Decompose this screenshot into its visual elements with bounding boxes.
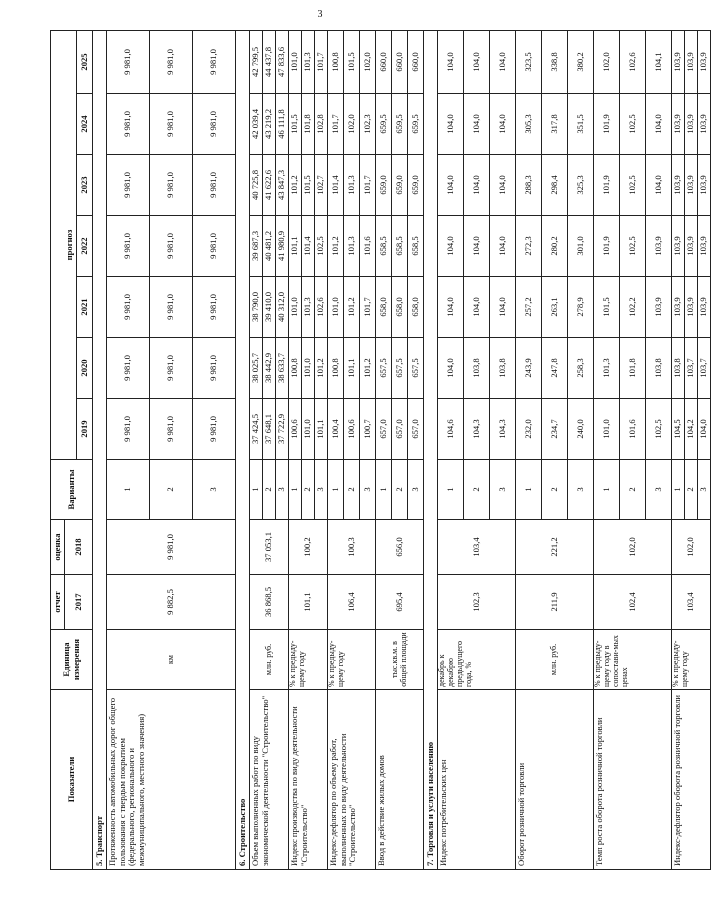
value-cell: 301,0	[568, 216, 594, 277]
value-cell: 101,7	[315, 31, 328, 94]
section-title: 6. Строительство	[236, 31, 250, 870]
value-cell: 101,0	[289, 31, 302, 94]
variant-number: 3	[490, 460, 516, 520]
value-cell: 104,0	[646, 155, 672, 216]
value-cell: 258,3	[568, 338, 594, 399]
value-cell: 657,0	[408, 399, 424, 460]
value-cell: 102,2	[620, 277, 646, 338]
value-cell: 40 725,8	[250, 155, 263, 216]
value-cell: 103,9	[698, 94, 711, 155]
value-cell: 101,2	[328, 216, 344, 277]
report-value: 102,4	[594, 575, 672, 630]
value-cell: 9 981,0	[193, 216, 236, 277]
indicator-name: Индекс-дефлятор оборота розничной торговли	[672, 690, 711, 870]
variant-number: 3	[193, 460, 236, 520]
variant-number: 1	[289, 460, 302, 520]
value-cell: 9 981,0	[193, 277, 236, 338]
value-cell: 298,4	[542, 155, 568, 216]
variant-number: 1	[438, 460, 464, 520]
value-cell: 103,7	[685, 338, 698, 399]
value-cell: 659,5	[392, 94, 408, 155]
value-cell: 102,0	[344, 94, 360, 155]
table-row	[107, 31, 150, 870]
value-cell: 102,5	[620, 94, 646, 155]
variant-number: 2	[542, 460, 568, 520]
value-cell: 104,0	[490, 155, 516, 216]
value-cell: 102,6	[620, 31, 646, 94]
variant-number: 3	[276, 460, 289, 520]
header-year: 2020	[77, 338, 93, 399]
page-number: 3	[317, 9, 323, 20]
variant-number: 3	[568, 460, 594, 520]
value-cell: 41 980,9	[276, 216, 289, 277]
value-cell: 104,0	[464, 277, 490, 338]
value-cell: 9 981,0	[107, 94, 150, 155]
value-cell: 103,9	[685, 277, 698, 338]
value-cell: 9 981,0	[150, 399, 193, 460]
value-cell: 103,9	[672, 277, 685, 338]
value-cell: 101,2	[360, 338, 376, 399]
variant-number: 1	[250, 460, 263, 520]
estimate-value: 100,2	[289, 520, 328, 575]
report-value: 101,1	[289, 575, 328, 630]
value-cell: 101,7	[360, 155, 376, 216]
value-cell: 103,9	[698, 31, 711, 94]
header-estimate: оценка	[51, 520, 65, 575]
value-cell: 103,8	[490, 338, 516, 399]
unit-cell: км	[107, 630, 236, 690]
variant-number: 2	[344, 460, 360, 520]
value-cell: 104,0	[438, 94, 464, 155]
estimate-value: 656,0	[376, 520, 424, 575]
value-cell: 104,0	[464, 216, 490, 277]
indicator-name: Индекс-дефлятор по объему работ, выполненных по виду деятельности "Строительство"	[328, 690, 376, 870]
value-cell: 660,0	[392, 31, 408, 94]
value-cell: 240,0	[568, 399, 594, 460]
value-cell: 43 847,3	[276, 155, 289, 216]
unit-cell: % к предыду-щему году в сопостави-мых ценах	[594, 630, 672, 690]
value-cell: 103,9	[685, 31, 698, 94]
value-cell: 101,0	[289, 277, 302, 338]
value-cell: 104,0	[464, 31, 490, 94]
value-cell: 380,2	[568, 31, 594, 94]
value-cell: 234,7	[542, 399, 568, 460]
unit-cell: % к предыду-щему году	[328, 630, 376, 690]
value-cell: 100,6	[289, 399, 302, 460]
value-cell: 351,5	[568, 94, 594, 155]
value-cell: 278,9	[568, 277, 594, 338]
value-cell: 657,5	[408, 338, 424, 399]
value-cell: 657,5	[376, 338, 392, 399]
value-cell: 263,1	[542, 277, 568, 338]
value-cell: 101,4	[328, 155, 344, 216]
value-cell: 101,7	[328, 94, 344, 155]
value-cell: 103,9	[672, 216, 685, 277]
value-cell: 103,7	[698, 338, 711, 399]
value-cell: 103,9	[672, 31, 685, 94]
value-cell: 257,2	[516, 277, 542, 338]
variant-number: 2	[685, 460, 698, 520]
header-year: 2021	[77, 277, 93, 338]
value-cell: 9 981,0	[150, 216, 193, 277]
value-cell: 657,0	[392, 399, 408, 460]
value-cell: 101,3	[302, 277, 315, 338]
value-cell: 9 981,0	[150, 155, 193, 216]
value-cell: 40 312,0	[276, 277, 289, 338]
value-cell: 338,8	[542, 31, 568, 94]
value-cell: 101,2	[344, 277, 360, 338]
value-cell: 9 981,0	[193, 155, 236, 216]
value-cell: 101,5	[302, 155, 315, 216]
value-cell: 103,9	[646, 216, 672, 277]
unit-cell: млн. руб.	[250, 630, 289, 690]
table-row	[516, 31, 542, 870]
header-year: 2024	[77, 94, 93, 155]
value-cell: 101,0	[302, 338, 315, 399]
value-cell: 101,0	[594, 399, 620, 460]
value-cell: 9 981,0	[107, 338, 150, 399]
value-cell: 42 039,4	[250, 94, 263, 155]
table-row	[289, 31, 302, 870]
value-cell: 39 687,3	[250, 216, 263, 277]
value-cell: 104,2	[685, 399, 698, 460]
estimate-value: 9 981,0	[107, 520, 236, 575]
value-cell: 46 111,8	[276, 94, 289, 155]
value-cell: 9 981,0	[150, 94, 193, 155]
value-cell: 101,1	[315, 399, 328, 460]
unit-cell: декабрь к декабрю предыдущего года, %	[438, 630, 516, 690]
variant-number: 1	[594, 460, 620, 520]
value-cell: 102,6	[315, 277, 328, 338]
value-cell: 9 981,0	[107, 216, 150, 277]
value-cell: 101,5	[289, 94, 302, 155]
header-report-year: 2017	[65, 575, 93, 630]
value-cell: 101,4	[302, 216, 315, 277]
value-cell: 104,0	[490, 94, 516, 155]
value-cell: 101,0	[302, 399, 315, 460]
value-cell: 103,9	[672, 94, 685, 155]
table-row	[376, 31, 392, 870]
value-cell: 103,9	[685, 216, 698, 277]
variant-number: 2	[150, 460, 193, 520]
value-cell: 102,7	[315, 155, 328, 216]
value-cell: 657,0	[376, 399, 392, 460]
indicator-name: Оборот розничной торговли	[516, 690, 594, 870]
value-cell: 101,3	[302, 31, 315, 94]
report-value: 695,4	[376, 575, 424, 630]
value-cell: 100,6	[344, 399, 360, 460]
value-cell: 102,5	[620, 155, 646, 216]
value-cell: 101,8	[620, 338, 646, 399]
header-forecast: прогноз	[65, 31, 77, 460]
value-cell: 659,5	[408, 94, 424, 155]
value-cell: 104,0	[490, 31, 516, 94]
value-cell: 104,0	[646, 94, 672, 155]
variant-number: 2	[263, 460, 276, 520]
header-year: 2019	[77, 399, 93, 460]
value-cell: 104,0	[464, 94, 490, 155]
value-cell: 103,9	[698, 277, 711, 338]
header-indicator: Показатели	[51, 690, 93, 870]
value-cell: 659,0	[408, 155, 424, 216]
value-cell: 102,0	[360, 31, 376, 94]
value-cell: 102,3	[360, 94, 376, 155]
value-cell: 323,5	[516, 31, 542, 94]
value-cell: 280,2	[542, 216, 568, 277]
value-cell: 102,8	[315, 94, 328, 155]
indicator-name: Темп роста оборота розничной торговли	[594, 690, 672, 870]
table-row	[672, 31, 685, 870]
value-cell: 9 981,0	[107, 399, 150, 460]
value-cell: 101,6	[620, 399, 646, 460]
variant-number: 1	[328, 460, 344, 520]
variant-number: 2	[464, 460, 490, 520]
value-cell: 104,0	[438, 338, 464, 399]
indicator-name: Индекс потребительских цен	[438, 690, 516, 870]
header-year: 2023	[77, 155, 93, 216]
forecast-table	[50, 30, 711, 870]
estimate-value: 100,3	[328, 520, 376, 575]
variant-number: 3	[360, 460, 376, 520]
value-cell: 9 981,0	[107, 31, 150, 94]
value-cell: 103,9	[698, 155, 711, 216]
value-cell: 38 633,7	[276, 338, 289, 399]
value-cell: 317,8	[542, 94, 568, 155]
section-title: 7. Торговля и услуги населению	[424, 31, 438, 870]
value-cell: 660,0	[408, 31, 424, 94]
variant-number: 1	[516, 460, 542, 520]
value-cell: 658,5	[392, 216, 408, 277]
value-cell: 104,0	[438, 277, 464, 338]
value-cell: 9 981,0	[150, 31, 193, 94]
report-value: 106,4	[328, 575, 376, 630]
header-report: отчет	[51, 575, 65, 630]
estimate-value: 102,0	[594, 520, 672, 575]
value-cell: 47 833,6	[276, 31, 289, 94]
value-cell: 9 981,0	[193, 94, 236, 155]
indicator-name: Ввод в действие жилых домов	[376, 690, 424, 870]
unit-cell: млн. руб.	[516, 630, 594, 690]
value-cell: 104,0	[438, 31, 464, 94]
value-cell: 9 981,0	[193, 399, 236, 460]
value-cell: 40 481,2	[263, 216, 276, 277]
value-cell: 101,9	[594, 94, 620, 155]
value-cell: 101,3	[594, 338, 620, 399]
unit-cell: % к предыду-щему году	[672, 630, 711, 690]
value-cell: 102,5	[620, 216, 646, 277]
value-cell: 104,1	[646, 31, 672, 94]
value-cell: 103,9	[685, 155, 698, 216]
header-estimate-year: 2018	[65, 520, 93, 575]
value-cell: 104,6	[438, 399, 464, 460]
value-cell: 101,5	[344, 31, 360, 94]
report-value: 9 882,5	[107, 575, 236, 630]
value-cell: 102,5	[646, 399, 672, 460]
value-cell: 104,0	[490, 277, 516, 338]
value-cell: 104,3	[464, 399, 490, 460]
value-cell: 39 410,0	[263, 277, 276, 338]
value-cell: 658,0	[392, 277, 408, 338]
header-year: 2025	[77, 31, 93, 94]
report-value: 211,9	[516, 575, 594, 630]
value-cell: 37 424,5	[250, 399, 263, 460]
value-cell: 325,3	[568, 155, 594, 216]
value-cell: 288,3	[516, 155, 542, 216]
value-cell: 101,1	[344, 338, 360, 399]
value-cell: 658,5	[408, 216, 424, 277]
header-variants: Варианты	[51, 460, 93, 520]
unit-cell: % к предыду-щему году	[289, 630, 328, 690]
value-cell: 243,9	[516, 338, 542, 399]
indicator-name: Протяженность автомобильных дорог общего пользования с твердым покрытием (федерального, регионального и межмуниципального, местного значения)	[107, 690, 236, 870]
value-cell: 9 981,0	[193, 31, 236, 94]
value-cell: 9 981,0	[150, 277, 193, 338]
value-cell: 103,9	[646, 277, 672, 338]
value-cell: 101,0	[328, 277, 344, 338]
variant-number: 2	[392, 460, 408, 520]
value-cell: 38 790,0	[250, 277, 263, 338]
variant-number: 3	[408, 460, 424, 520]
value-cell: 104,0	[698, 399, 711, 460]
value-cell: 43 219,2	[263, 94, 276, 155]
value-cell: 104,0	[438, 155, 464, 216]
value-cell: 100,8	[328, 31, 344, 94]
value-cell: 37 648,1	[263, 399, 276, 460]
report-value: 102,3	[438, 575, 516, 630]
value-cell: 101,5	[594, 277, 620, 338]
variant-number: 2	[302, 460, 315, 520]
value-cell: 100,7	[360, 399, 376, 460]
value-cell: 660,0	[376, 31, 392, 94]
value-cell: 101,7	[360, 277, 376, 338]
value-cell: 102,5	[315, 216, 328, 277]
value-cell: 101,3	[344, 155, 360, 216]
variant-number: 2	[620, 460, 646, 520]
value-cell: 9 981,0	[107, 155, 150, 216]
variant-number: 3	[698, 460, 711, 520]
header-year: 2022	[77, 216, 93, 277]
value-cell: 103,8	[646, 338, 672, 399]
value-cell: 100,4	[328, 399, 344, 460]
value-cell: 659,0	[376, 155, 392, 216]
value-cell: 103,9	[698, 216, 711, 277]
value-cell: 104,0	[438, 216, 464, 277]
value-cell: 658,5	[376, 216, 392, 277]
indicator-name: Объем выполненных работ по виду экономической деятельности "Строительство"	[250, 690, 289, 870]
value-cell: 101,3	[344, 216, 360, 277]
value-cell: 101,2	[315, 338, 328, 399]
value-cell: 272,3	[516, 216, 542, 277]
value-cell: 102,0	[594, 31, 620, 94]
value-cell: 38 442,9	[263, 338, 276, 399]
variant-number: 1	[672, 460, 685, 520]
value-cell: 103,8	[464, 338, 490, 399]
section-title: 5. Транспорт	[93, 31, 107, 870]
value-cell: 659,0	[392, 155, 408, 216]
value-cell: 657,5	[392, 338, 408, 399]
table-row	[250, 31, 263, 870]
table-row	[594, 31, 620, 870]
value-cell: 247,8	[542, 338, 568, 399]
value-cell: 38 025,7	[250, 338, 263, 399]
variant-number: 3	[315, 460, 328, 520]
value-cell: 42 799,5	[250, 31, 263, 94]
variant-number: 1	[376, 460, 392, 520]
value-cell: 100,8	[289, 338, 302, 399]
value-cell: 104,5	[672, 399, 685, 460]
value-cell: 659,5	[376, 94, 392, 155]
value-cell: 101,9	[594, 216, 620, 277]
value-cell: 103,8	[672, 338, 685, 399]
value-cell: 103,9	[672, 155, 685, 216]
value-cell: 658,0	[376, 277, 392, 338]
estimate-value: 102,0	[672, 520, 711, 575]
value-cell: 9 981,0	[107, 277, 150, 338]
table-row	[328, 31, 344, 870]
value-cell: 41 622,6	[263, 155, 276, 216]
unit-cell: тыс.кв.м. в общей площади	[376, 630, 424, 690]
value-cell: 101,1	[289, 216, 302, 277]
report-value: 36 868,5	[250, 575, 289, 630]
value-cell: 9 981,0	[150, 338, 193, 399]
value-cell: 104,3	[490, 399, 516, 460]
value-cell: 101,8	[302, 94, 315, 155]
value-cell: 104,0	[464, 155, 490, 216]
value-cell: 658,0	[408, 277, 424, 338]
report-value: 103,4	[672, 575, 711, 630]
value-cell: 37 722,9	[276, 399, 289, 460]
value-cell: 44 437,8	[263, 31, 276, 94]
value-cell: 305,3	[516, 94, 542, 155]
value-cell: 100,8	[328, 338, 344, 399]
value-cell: 101,6	[360, 216, 376, 277]
value-cell: 9 981,0	[193, 338, 236, 399]
value-cell: 101,9	[594, 155, 620, 216]
estimate-value: 221,2	[516, 520, 594, 575]
header-unit: Единица измерения	[51, 630, 93, 690]
value-cell: 232,0	[516, 399, 542, 460]
estimate-value: 103,4	[438, 520, 516, 575]
variant-number: 3	[646, 460, 672, 520]
table-row	[438, 31, 464, 870]
rotated-table-wrapper	[50, 30, 709, 870]
variant-number: 1	[107, 460, 150, 520]
value-cell: 101,2	[289, 155, 302, 216]
indicator-name: Индекс производства по виду деятельности "Строительство"	[289, 690, 328, 870]
estimate-value: 37 053,1	[250, 520, 289, 575]
value-cell: 103,9	[685, 94, 698, 155]
value-cell: 104,0	[490, 216, 516, 277]
